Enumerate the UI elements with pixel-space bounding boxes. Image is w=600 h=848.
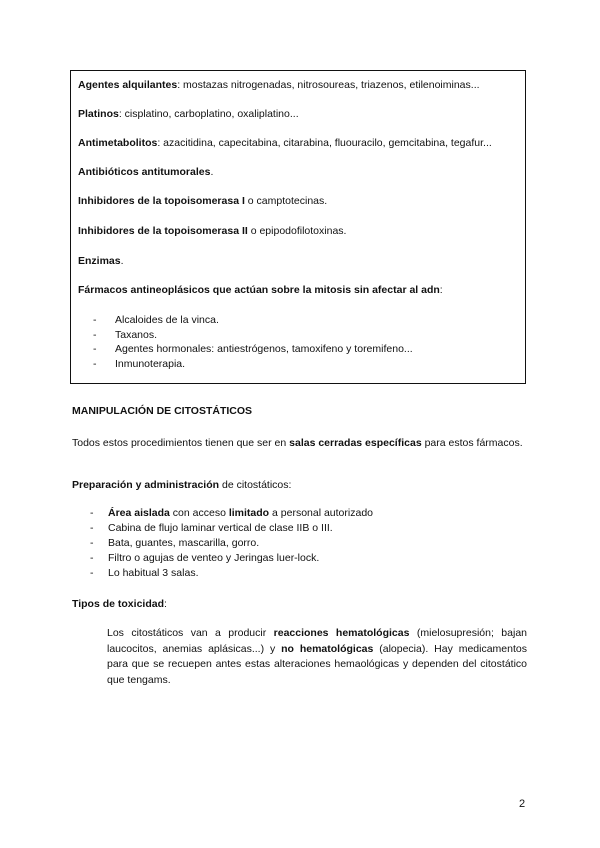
toxicity-paragraph: Los citostáticos van a producir reacciones hematológicas (mielosupresión; bajan laucocitos, anemias aplásicas...) y no hematológicas (alopecia). Hay medicamentos para que se recuepen antes estas alteraciones hemaológicas y dependen del citostático que tengams. [107, 627, 528, 686]
entry-antimetabolitos: Antimetabolitos: azacitidina, capecitabina, citarabina, fluouracilo, gemcitabina, tegafur... [78, 137, 492, 149]
list-item: - Taxanos. [93, 328, 158, 341]
list-item: - Filtro o agujas de venteo y Jeringas luer-lock. [90, 552, 320, 564]
drug-classes-box [70, 70, 526, 384]
entry-farmacos-mitosis: Fármacos antineoplásicos que actúan sobre la mitosis sin afectar al adn: [78, 284, 443, 296]
list-item: - Lo habitual 3 salas. [90, 567, 199, 579]
preparation-list [90, 506, 373, 581]
preparation-heading: Preparación y administración de citostáticos: [72, 479, 292, 491]
list-item: - Inmunoterapia. [93, 357, 186, 370]
entry-enzimas: Enzimas. [78, 255, 124, 267]
entry-topoisomerasa-i: Inhibidores de la topoisomerasa I o camptotecinas. [78, 195, 328, 207]
list-item: - Alcaloides de la vinca. [93, 314, 219, 326]
entry-antibioticos: Antibióticos antitumorales. [78, 166, 214, 178]
page-number: 2 [519, 798, 526, 810]
section-heading: MANIPULACIÓN DE CITOSTÁTICOS [72, 405, 253, 417]
toxicity-heading: Tipos de toxicidad: [72, 598, 167, 610]
list-item: - Área aislada con acceso limitado a personal autorizado [90, 507, 373, 519]
entry-platinos: Platinos: cisplatino, carboplatino, oxaliplatino... [78, 108, 299, 120]
list-item: - Cabina de flujo laminar vertical de clase IIB o III. [90, 522, 333, 534]
list-item: - Agentes hormonales: antiestrógenos, tamoxifeno y toremifeno... [93, 343, 413, 355]
intro-paragraph: Todos estos procedimientos tienen que ser en salas cerradas específicas para estos fármacos. [72, 437, 523, 449]
entry-agentes-alquilantes: Agentes alquilantes: mostazas nitrogenadas, nitrosoureas, triazenos, etilenoiminas... [78, 79, 480, 91]
mitosis-drug-list [93, 313, 413, 371]
entry-topoisomerasa-ii: Inhibidores de la topoisomerasa II o epipodofilotoxinas. [78, 225, 347, 237]
list-item: - Bata, guantes, mascarilla, gorro. [90, 537, 260, 549]
